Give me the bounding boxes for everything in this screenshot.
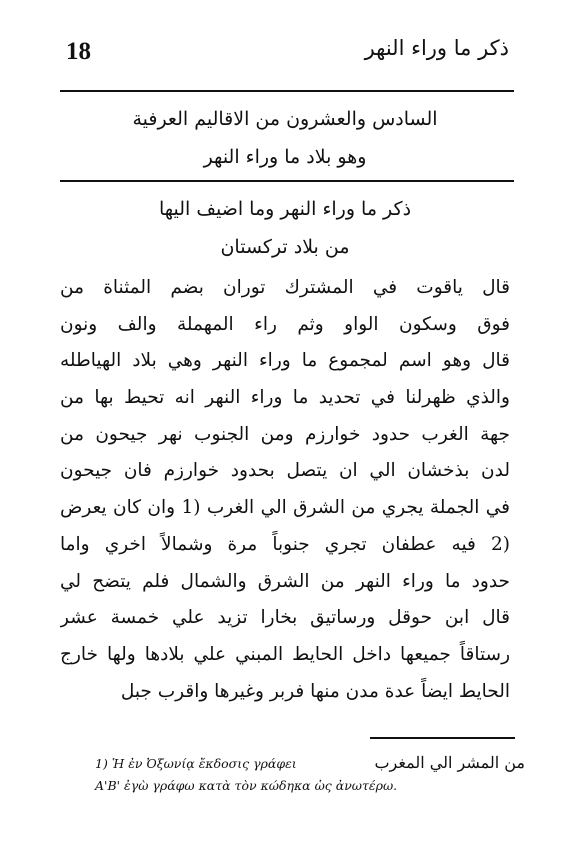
- body-text: [60, 270, 510, 710]
- footnote-line-1: [95, 752, 525, 775]
- body-line: فوق وسكون الواو وثم راء المهملة والف ونون: [60, 313, 510, 335]
- sub-heading: [80, 190, 490, 266]
- header-rule: [60, 90, 514, 92]
- footnote-greek-2: Α'Β' ἐγὼ γράφω κατὰ τὸν κώδηκα ὡς ἀνωτέρω.: [95, 778, 398, 793]
- body-line: رستاقاً جميعها داخل الحايط المبني علي بلادها ولها خارج: [60, 643, 510, 665]
- sub-heading-line-1: ذكر ما وراء النهر وما اضيف اليها: [158, 198, 412, 220]
- footnote-greek-text-1: Ἡ ἐν Ὀξωνίᾳ ἔκδοσις γράφει: [111, 756, 297, 771]
- section-heading-line-1: السادس والعشرون من الاقاليم العرفية: [132, 108, 438, 130]
- footnote-line-2: [95, 775, 525, 797]
- section-heading: [80, 100, 490, 176]
- running-title: ذكر ما وراء النهر: [364, 36, 509, 60]
- body-line: قال ابن حوقل ورساتيق بخارا تزيد علي خمسة عشر: [60, 607, 510, 629]
- section-heading-line-2: وهو بلاد ما وراء النهر: [203, 146, 367, 168]
- footnote-rule: [370, 737, 515, 739]
- body-line: في الجملة يجري من الشرق الي الغرب (1 وان كان يعرض: [60, 497, 510, 519]
- footnote-marker: 1): [95, 756, 108, 771]
- body-line: قال ياقوت في المشترك توران بضم المثناة من: [60, 277, 510, 298]
- body-line: الحايط ايضاً عدة مدن منها فربر وغيرها واقرب جبل: [120, 680, 510, 702]
- body-line: جهة الغرب حدود خوارزم ومن الجنوب نهر جيحون من: [60, 423, 510, 445]
- footnote-greek-1: [95, 753, 297, 775]
- body-line: (2 فيه عطفان تجري جنوباً مرة وشمالاً اخري واما: [60, 533, 510, 555]
- body-line: لدن بذخشان الي ان يتصل بحدود خوارزم فان جيحون: [60, 460, 510, 482]
- body-line: حدود ما وراء النهر من الشرق والشمال فلم يتضح لي: [60, 570, 510, 592]
- page-number: 18: [66, 38, 91, 65]
- footnote-arabic-variant: من المشر الي المغرب: [374, 753, 525, 772]
- footnote: [95, 752, 525, 797]
- sub-heading-line-2: من بلاد تركستان: [220, 236, 350, 258]
- section-rule: [60, 180, 514, 182]
- body-line: قال وهو اسم لمجموع ما وراء النهر وهي بلاد الهياطله: [60, 350, 510, 372]
- body-line: والذي ظهرلنا في تحديد ما وراء النهر انه تحيط بها من: [60, 387, 510, 409]
